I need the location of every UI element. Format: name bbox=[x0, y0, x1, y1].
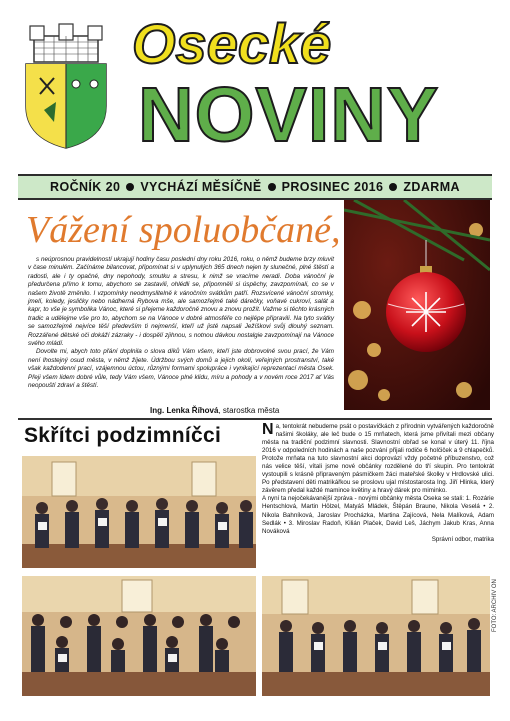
bullet-icon bbox=[126, 183, 134, 191]
article-dropcap: N bbox=[262, 421, 274, 438]
mayor-letter bbox=[28, 256, 334, 391]
issue-date: PROSINEC 2016 bbox=[281, 180, 384, 194]
article-paragraph: A nyní ta nejočekávanější zpráva - novými občánky města Oseka se stali: 1. Rozárie Hentschlová, Martin Hölzel, Matyáš Mládek, Štěpán Braune, Nikola Veselá • 2. Nikola Bahníková, Jaroslav Procházka, Martina Zajícová, Nela Malíková, Adam Sedlák • 3. Miroslav Radoň, Kilián Plaček, David Leš, Jáchym Jakub Kras, Anna Nováková bbox=[262, 495, 494, 535]
letter-signature bbox=[150, 406, 279, 415]
masthead-title-line1: Osecké bbox=[132, 12, 332, 75]
letter-paragraph: Dovolte mi, abych toto přání doplnila o slova díků Vám všem, kteří jste dobrovolně svou prací, že Vám není lhostejný osud města, v němž žijete. Údržbou svých domů a jejich okolí, veřejných prostranství, také však každodenní prací, vzájemnou úctou, různými formami spolupráce i vynikající reprezentací města Osek. Přeji všem lidem dobré vůle, tedy Vám všem, Vánoce plné klidu, míru a pohody a v novém roce 2017 ať Vás neopouští zdraví a štěstí. bbox=[28, 348, 334, 390]
group-photo-2 bbox=[22, 576, 256, 696]
article-headline: Skřítci podzimníčci bbox=[24, 424, 222, 447]
issue-price: ZDARMA bbox=[403, 180, 460, 194]
issue-frequency: VYCHÁZÍ MĚSÍČNĚ bbox=[140, 180, 262, 194]
letter-paragraph: s neúprosnou pravidelností ukrajují hodiny času poslední dny roku 2016, roku, o němž budeme brzy mluvit v čase minulém. Začínáme bilancovat, připomínat si v uplynulých 365 dnech nejen ty slunečné, plné štěstí a radosti, ale i ty opačné, dny nepohody, smutku a stresu, k nimž se vracíme neradi. Doba vánoční je předurčena přímo k tomu, abychom se zastavili, ohlédli se, připomněli si úspěchy, zavzpomínali, co se v našem životě změnilo. I vzpomínky neodmyslitelně k vánočním svátkům patří. Rozsvícené vánoční stromky, jmelí, koledy, jesličky nebo nádherná Rybova mše, ale samozřejmě také dárečky, voňavé cukroví, salát a kapr, to vše je symbolika Vánoc, které si přejeme každoročně znovu a znovu prožít. Važme si těchto krásných tradic a udělejme vše pro to, abychom se na Vánoce v dobré atmosféře co nejlépe připravili. Na tyto svátky se samozřejmě nejvíce těší především ti nejmenší, kteří už jistě napsali Ježíškovi svůj dlouhý seznam. Rozzářené dětské oči dokáží zázraky - i dospělí zjihnou, s notnou dávkou nostalgie zavzpomínají na Vánoce svého mládí. bbox=[28, 256, 334, 348]
group-photo-3 bbox=[262, 576, 490, 696]
section-divider bbox=[18, 418, 492, 420]
article-closing: Správní odbor, matrika bbox=[431, 535, 494, 543]
christmas-ornament-photo bbox=[344, 200, 490, 410]
issue-info-bar bbox=[18, 174, 492, 200]
group-photo-1 bbox=[22, 456, 256, 568]
bullet-icon bbox=[268, 183, 276, 191]
letter-greeting: Vážení spoluobčané, bbox=[26, 209, 341, 251]
issue-volume: ROČNÍK 20 bbox=[50, 180, 121, 194]
photo-credit: FOTO: ARCHIV ON bbox=[492, 579, 498, 632]
bullet-icon bbox=[389, 183, 397, 191]
signature-role: , starostka města bbox=[218, 406, 280, 415]
town-coat-of-arms-icon bbox=[20, 22, 112, 150]
masthead-title-line2: NOVINY bbox=[138, 72, 440, 158]
article-paragraph: a, tentokrát nebudeme psát o postavičkách z přírodnin vytvářených každoročně našimi školáky, ale leč bude o 15 mrňatech, která jsme přivítali mezi občany města na tradiční podzimní slavnosti. Slavnostní obřad se konal v úterý 11. října 2016 v odpoledních hodinách a naše pozvání přijali rodiče 6 holčiček a 9 chlapečků. Protože mrňata na tuto slavnostní akci doprovází vždy početné příbuzenstvo, což nás velice těší, vítali jsme nové občánky rozdělené do tří skupin. Pro tentokrát vystoupili s krásně připraveným pásmičkem žáci mateřské školky v Hrdlovské ulici. Po představení děti matrikářkou se proslovu ujal místostarosta Ing. Jiří Hlinka, který závěrem předal každé mamince květiny a hravý dárek pro miminko. bbox=[262, 423, 494, 495]
article-body bbox=[262, 423, 494, 544]
signature-name: Ing. Lenka Říhová bbox=[150, 406, 219, 415]
